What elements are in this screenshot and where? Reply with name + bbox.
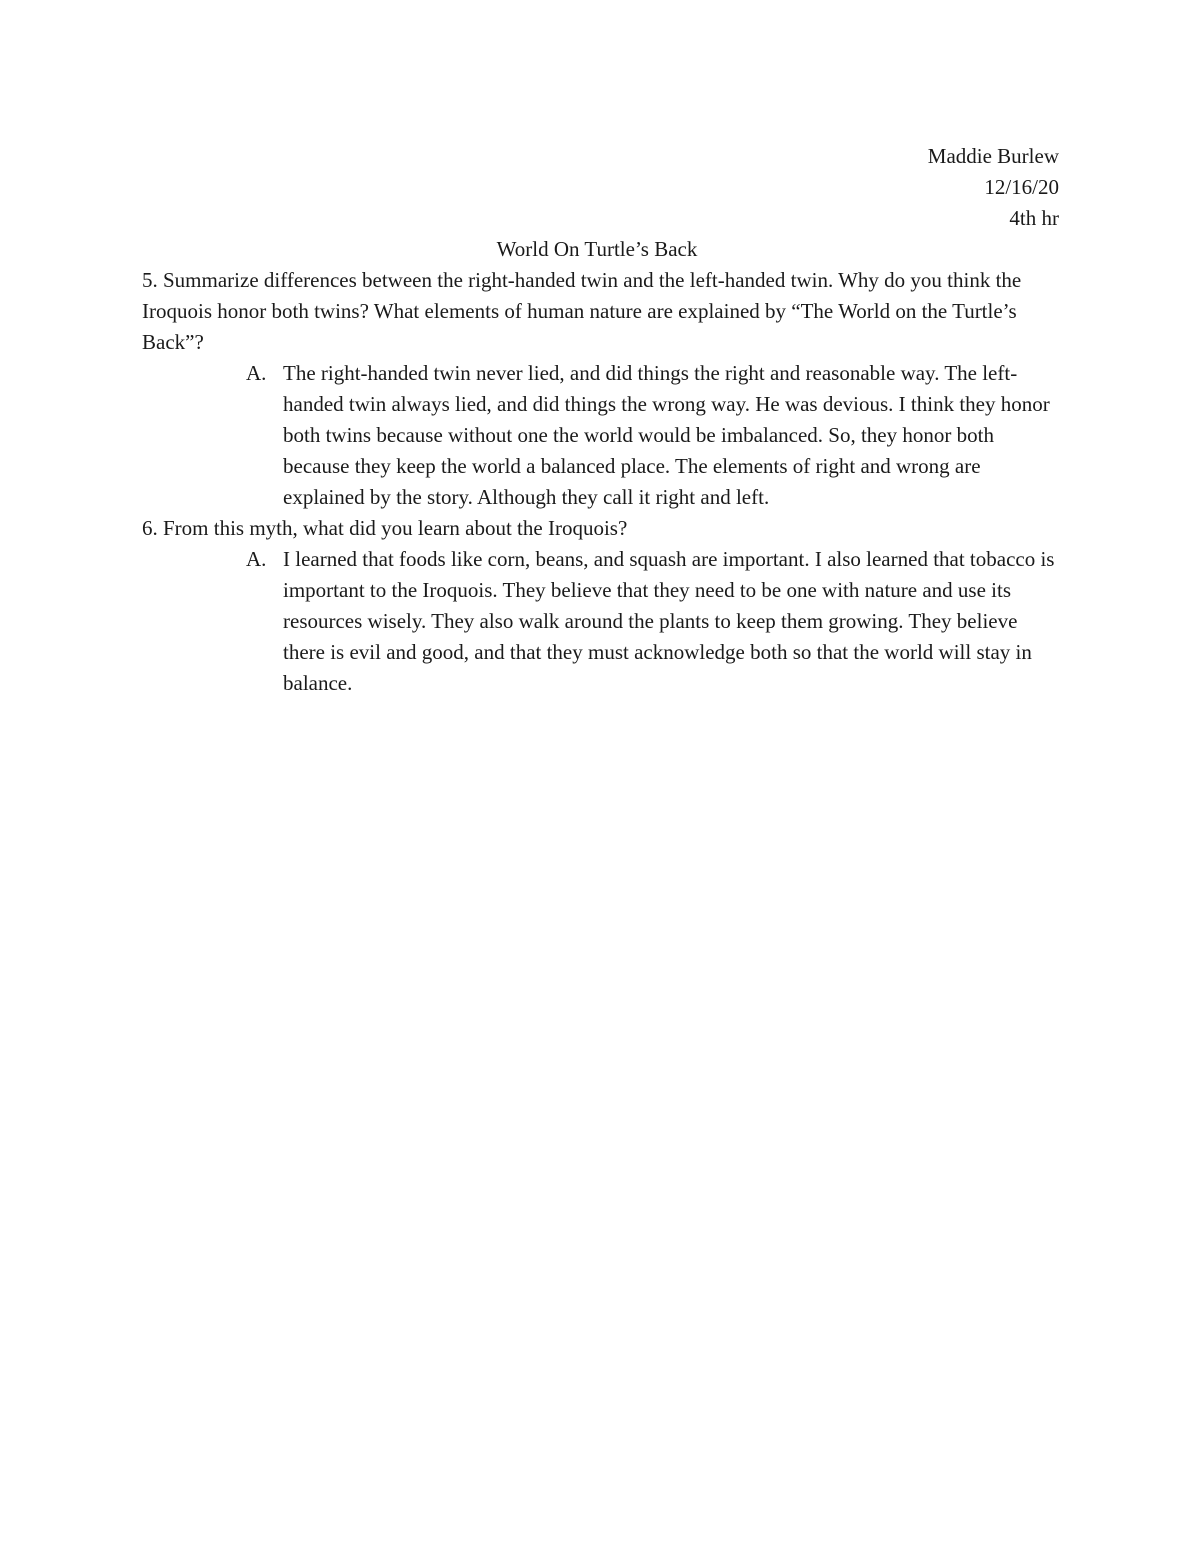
answer-marker: A.	[246, 361, 267, 385]
assignment-date: 12/16/20	[984, 175, 1059, 199]
student-name: Maddie Burlew	[927, 144, 1059, 168]
question-5: 5. Summarize differences between the right-handed twin and the left-handed twin. Why do you think the Iroquois honor both twins? What elements of human nature are explained by “The World on the Turtle’s Back”?	[142, 268, 1022, 354]
question-block	[142, 513, 1062, 699]
question-6: 6. From this myth, what did you learn about the Iroquois?	[142, 516, 628, 540]
document-content	[142, 141, 1062, 699]
answer-text: The right-handed twin never lied, and did things the right and reasonable way. The left-handed twin always lied, and did things the wrong way. He was devious. I think they honor both twins because without one the world would be imbalanced. So, they honor both because they keep the world a balanced place. The elements of right and wrong are explained by the story. Although they call it right and left.	[283, 361, 1050, 509]
student-header	[142, 141, 1062, 234]
question-block	[142, 265, 1062, 513]
document-title: World On Turtle’s Back	[496, 237, 698, 261]
answer-6	[142, 544, 1063, 699]
answer-marker: A.	[246, 547, 267, 571]
answer-5	[142, 358, 1063, 513]
class-period: 4th hr	[1009, 206, 1059, 230]
answer-text: I learned that foods like corn, beans, and squash are important. I also learned that tobacco is important to the Iroquois. They believe that they need to be one with nature and use its resources wisely. They also walk around the plants to keep them growing. They believe there is evil and good, and that they must acknowledge both so that the world will stay in balance.	[283, 547, 1055, 695]
